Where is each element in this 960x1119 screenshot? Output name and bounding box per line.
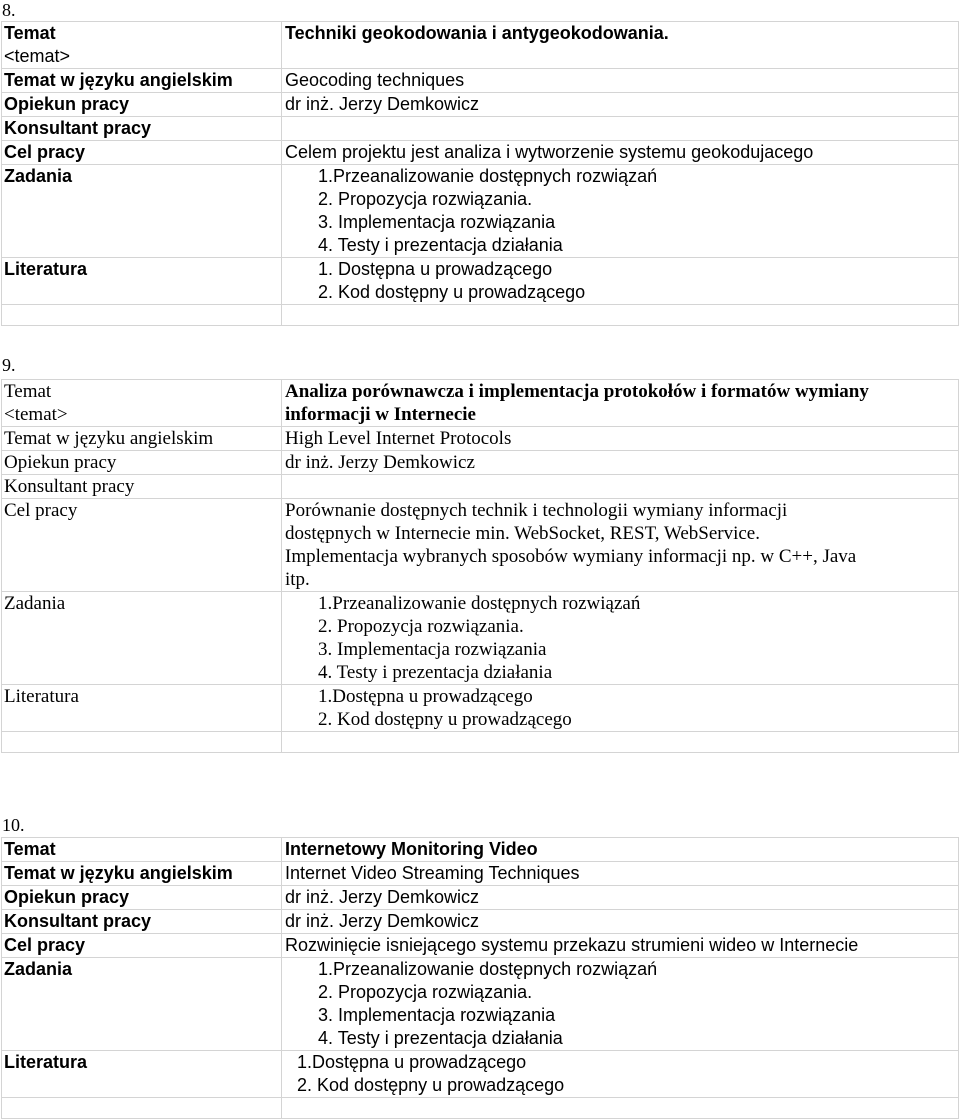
literature-item: 2. Kod dostępny u prowadzącego	[318, 709, 572, 730]
task-item: 1.Przeanalizowanie dostępnych rozwiązań	[318, 593, 641, 614]
value-literatura	[282, 1051, 959, 1098]
empty-cell	[2, 732, 282, 753]
task-item: 1.Przeanalizowanie dostępnych rozwiązań	[318, 166, 658, 186]
label-temat-placeholder: <temat>	[4, 46, 71, 66]
value-literatura	[282, 685, 959, 732]
value-temat-en: Geocoding techniques	[282, 69, 959, 93]
section-number: 10.	[2, 815, 25, 835]
value-opiekun: dr inż. Jerzy Demkowicz	[282, 886, 959, 910]
label-zadania: Zadania	[2, 165, 282, 258]
value-opiekun: dr inż. Jerzy Demkowicz	[282, 93, 959, 117]
value-temat: Internetowy Monitoring Video	[282, 838, 959, 862]
value-temat-en: Internet Video Streaming Techniques	[282, 862, 959, 886]
task-item: 3. Implementacja rozwiązania	[318, 1005, 556, 1025]
task-item: 4. Testy i prezentacja działania	[318, 235, 563, 255]
label-cell	[2, 22, 282, 69]
label-literatura: Literatura	[2, 258, 282, 305]
empty-cell	[2, 305, 282, 326]
task-item: 2. Propozycja rozwiązania.	[318, 982, 533, 1002]
label-cell	[2, 380, 282, 427]
value-cel: Rozwinięcie isniejącego systemu przekazu strumieni wideo w Internecie	[282, 934, 959, 958]
section-number: 9.	[2, 355, 16, 375]
literature-item: 1. Dostępna u prowadzącego	[318, 259, 553, 279]
label-literatura: Literatura	[2, 685, 282, 732]
task-item: 4. Testy i prezentacja działania	[318, 1028, 563, 1048]
label-temat-en: Temat w języku angielskim	[2, 69, 282, 93]
label-cel: Cel pracy	[2, 499, 282, 592]
label-temat: Temat	[4, 381, 52, 402]
label-cel: Cel pracy	[2, 934, 282, 958]
label-opiekun: Opiekun pracy	[2, 93, 282, 117]
temat-line: Analiza porównawcza i implementacja protokołów i formatów wymiany	[285, 381, 869, 402]
label-literatura: Literatura	[2, 1051, 282, 1098]
empty-cell	[2, 1098, 282, 1119]
value-temat	[282, 380, 959, 427]
label-konsultant: Konsultant pracy	[2, 117, 282, 141]
label-zadania: Zadania	[2, 592, 282, 685]
value-konsultant	[282, 475, 959, 499]
thesis-table-8	[1, 21, 959, 326]
task-item: 3. Implementacja rozwiązania	[318, 212, 556, 232]
label-konsultant: Konsultant pracy	[2, 910, 282, 934]
value-cel	[282, 499, 959, 592]
literature-item: 2. Kod dostępny u prowadzącego	[297, 1075, 565, 1095]
task-item: 1.Przeanalizowanie dostępnych rozwiązań	[318, 959, 658, 979]
label-temat-en: Temat w języku angielskim	[2, 862, 282, 886]
value-cel: Celem projektu jest analiza i wytworzenie systemu geokodujacego	[282, 141, 959, 165]
empty-cell	[282, 1098, 959, 1119]
value-zadania	[282, 592, 959, 685]
label-konsultant: Konsultant pracy	[2, 475, 282, 499]
task-item: 2. Propozycja rozwiązania.	[318, 616, 524, 637]
value-zadania	[282, 958, 959, 1051]
label-opiekun: Opiekun pracy	[2, 886, 282, 910]
literature-item: 1.Dostępna u prowadzącego	[297, 1052, 527, 1072]
task-item: 2. Propozycja rozwiązania.	[318, 189, 533, 209]
value-literatura	[282, 258, 959, 305]
value-temat-en: High Level Internet Protocols	[282, 427, 959, 451]
task-item: 4. Testy i prezentacja działania	[318, 662, 553, 683]
label-temat-placeholder: <temat>	[4, 404, 68, 425]
label-temat-en: Temat w języku angielskim	[2, 427, 282, 451]
thesis-table-9	[1, 379, 959, 753]
label-temat: Temat	[2, 838, 282, 862]
empty-cell	[282, 732, 959, 753]
value-temat: Techniki geokodowania i antygeokodowania.	[282, 22, 959, 69]
value-zadania	[282, 165, 959, 258]
label-cel: Cel pracy	[2, 141, 282, 165]
cel-line: Porównanie dostępnych technik i technologii wymiany informacji	[285, 500, 788, 521]
label-opiekun: Opiekun pracy	[2, 451, 282, 475]
literature-item: 2. Kod dostępny u prowadzącego	[318, 282, 586, 302]
literature-item: 1.Dostępna u prowadzącego	[318, 686, 533, 707]
temat-line: informacji w Internecie	[285, 404, 476, 425]
cel-line: itp.	[285, 569, 310, 590]
value-konsultant: dr inż. Jerzy Demkowicz	[282, 910, 959, 934]
thesis-table-10	[1, 837, 959, 1119]
value-konsultant	[282, 117, 959, 141]
section-number: 8.	[2, 0, 16, 20]
label-zadania: Zadania	[2, 958, 282, 1051]
task-item: 3. Implementacja rozwiązania	[318, 639, 547, 660]
cel-line: dostępnych w Internecie min. WebSocket, REST, WebService.	[285, 523, 760, 544]
label-temat: Temat	[4, 23, 56, 43]
value-opiekun: dr inż. Jerzy Demkowicz	[282, 451, 959, 475]
cel-line: Implementacja wybranych sposobów wymiany informacji np. w C++, Java	[285, 546, 857, 567]
empty-cell	[282, 305, 959, 326]
